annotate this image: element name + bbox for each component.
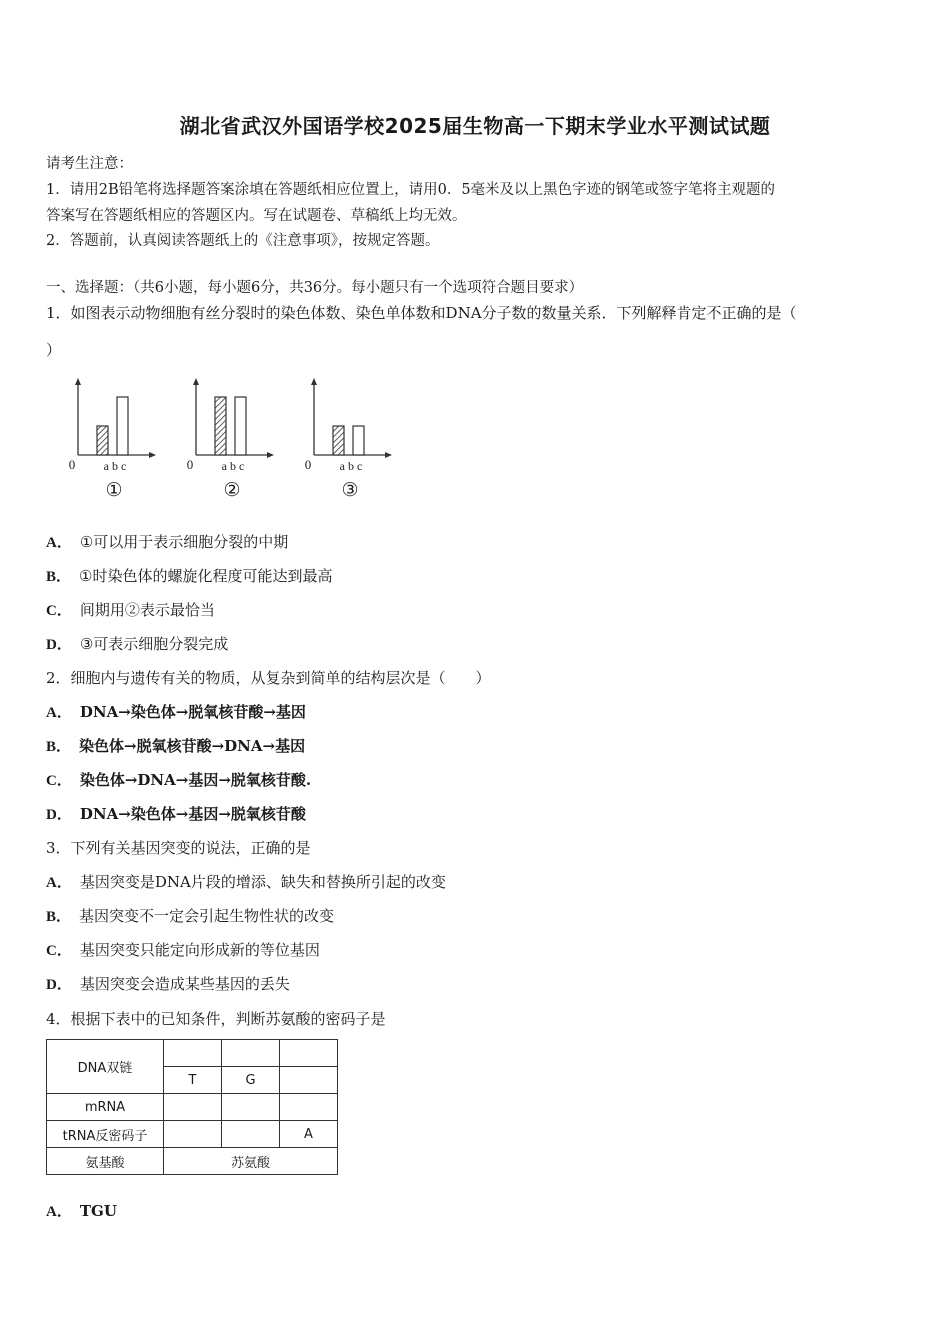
x-axis-arrow xyxy=(149,452,156,458)
option-letter: C． xyxy=(46,773,72,789)
bar-charts-svg xyxy=(60,376,420,506)
dna-cell: T xyxy=(164,1067,222,1094)
trna-cell xyxy=(164,1121,222,1148)
option-letter: A． xyxy=(46,1204,72,1220)
y-axis-arrow xyxy=(75,378,81,385)
q2-option-c[interactable] xyxy=(46,769,311,790)
y-axis-arrow xyxy=(311,378,317,385)
notice-item-1-cont: 答案写在答题纸相应的答题区内。写在试题卷、草稿纸上均无效。 xyxy=(46,208,467,224)
charts-root xyxy=(69,378,392,501)
notice-item-2: 2．答题前，认真阅读答题纸上的《注意事项》，按规定答题。 xyxy=(46,233,440,249)
mrna-cell xyxy=(222,1094,280,1121)
dna-cell xyxy=(280,1067,338,1094)
bar-c xyxy=(117,397,128,455)
chart-1 xyxy=(69,378,156,501)
question-4-stem: 4．根据下表中的已知条件，判断苏氨酸的密码子是 xyxy=(46,1010,386,1028)
option-text: 间期用②表示最恰当 xyxy=(79,601,215,619)
option-letter: B． xyxy=(46,569,72,585)
option-text: DNA→染色体→脱氧核苷酸→基因 xyxy=(79,703,306,721)
q4-option-a[interactable] xyxy=(46,1200,117,1221)
option-text: DNA→染色体→基因→脱氧核苷酸 xyxy=(79,805,306,823)
page-title: 湖北省武汉外国语学校2025届生物高一下期末学业水平测试试题 xyxy=(179,114,771,138)
y-axis-arrow xyxy=(193,378,199,385)
codon-table xyxy=(46,1039,338,1175)
amino-acid-label-cell: 氨基酸 xyxy=(47,1148,164,1175)
option-letter: D． xyxy=(46,807,72,823)
q2-option-b[interactable] xyxy=(46,735,305,756)
option-letter: A． xyxy=(46,875,72,891)
option-text: 基因突变会造成某些基因的丢失 xyxy=(79,975,290,993)
origin-label: 0 xyxy=(304,457,312,472)
x-axis-arrow xyxy=(267,452,274,458)
q3-option-d[interactable] xyxy=(46,973,290,994)
option-letter: D． xyxy=(46,977,72,993)
bar-a xyxy=(97,426,108,455)
question-2-stem: 2．细胞内与遗传有关的物质，从复杂到简单的结构层次是（ ） xyxy=(46,669,491,687)
chart-2 xyxy=(187,378,274,501)
dna-cell xyxy=(280,1040,338,1067)
option-text: 基因突变是DNA片段的增添、缺失和替换所引起的改变 xyxy=(79,873,446,891)
chart-3 xyxy=(305,378,392,501)
q1-option-d[interactable] xyxy=(46,633,228,654)
chart-number-label: ③ xyxy=(341,480,359,501)
option-text: TGU xyxy=(79,1202,117,1220)
bar-c xyxy=(235,397,246,455)
question-1-stem-end: ） xyxy=(46,341,62,359)
option-text: 染色体→DNA→基因→脱氧核苷酸. xyxy=(79,771,312,789)
option-letter: A． xyxy=(46,705,72,721)
q1-option-c[interactable] xyxy=(46,599,215,620)
origin-label: 0 xyxy=(186,457,194,472)
amino-acid-value-cell: 苏氨酸 xyxy=(164,1148,338,1175)
bar-c xyxy=(353,426,364,455)
mrna-cell xyxy=(164,1094,222,1121)
trna-cell: A xyxy=(280,1121,338,1148)
section-heading: 一、选择题：（共6小题，每小题6分，共36分。每小题只有一个选项符合题目要求） xyxy=(46,280,584,296)
option-letter: D． xyxy=(46,637,72,653)
mrna-label-cell: mRNA xyxy=(47,1094,164,1121)
dna-label-cell: DNA双链 xyxy=(47,1040,164,1094)
option-text: 基因突变不一定会引起生物性状的改变 xyxy=(79,907,335,925)
q1-option-a[interactable] xyxy=(46,531,288,552)
tick-labels: a b c xyxy=(221,459,245,473)
dna-cell xyxy=(164,1040,222,1067)
q2-option-d[interactable] xyxy=(46,803,306,824)
dna-cell: G xyxy=(222,1067,280,1094)
chart-number-label: ① xyxy=(105,480,123,501)
x-axis-arrow xyxy=(385,452,392,458)
origin-label: 0 xyxy=(68,457,76,472)
question-3-stem: 3．下列有关基因突变的说法，正确的是 xyxy=(46,839,311,857)
bar-a xyxy=(333,426,344,455)
tick-labels: a b c xyxy=(103,459,127,473)
q3-option-a[interactable] xyxy=(46,871,446,892)
trna-cell xyxy=(222,1121,280,1148)
notice-item-1: 1．请用2B铅笔将选择题答案涂填在答题纸相应位置上，请用0．5毫米及以上黑色字迹的钢笔或签字笔将主观题的 xyxy=(46,182,776,198)
q3-option-b[interactable] xyxy=(46,905,334,926)
question-1-stem: 1．如图表示动物细胞有丝分裂时的染色体数、染色单体数和DNA分子数的数量关系．下列解释肯定不正确的是（ xyxy=(46,304,797,322)
option-letter: B． xyxy=(46,739,72,755)
mrna-cell xyxy=(280,1094,338,1121)
q3-option-c[interactable] xyxy=(46,939,320,960)
option-text: ①时染色体的螺旋化程度可能达到最高 xyxy=(79,567,333,585)
option-text: 基因突变只能定向形成新的等位基因 xyxy=(79,941,320,959)
q1-option-b[interactable] xyxy=(46,565,332,586)
option-letter: B． xyxy=(46,909,72,925)
option-letter: C． xyxy=(46,943,72,959)
tick-labels: a b c xyxy=(339,459,363,473)
trna-label-cell: tRNA反密码子 xyxy=(47,1121,164,1148)
notice-heading: 请考生注意： xyxy=(46,156,133,172)
dna-cell xyxy=(222,1040,280,1067)
chart-number-label: ② xyxy=(223,480,241,501)
option-text: ①可以用于表示细胞分裂的中期 xyxy=(79,533,289,551)
question-1-figure xyxy=(60,376,420,506)
bar-a xyxy=(215,397,226,455)
option-letter: C． xyxy=(46,603,72,619)
option-text: ③可表示细胞分裂完成 xyxy=(79,635,229,653)
option-text: 染色体→脱氧核苷酸→DNA→基因 xyxy=(79,737,306,755)
option-letter: A． xyxy=(46,535,72,551)
q2-option-a[interactable] xyxy=(46,701,306,722)
